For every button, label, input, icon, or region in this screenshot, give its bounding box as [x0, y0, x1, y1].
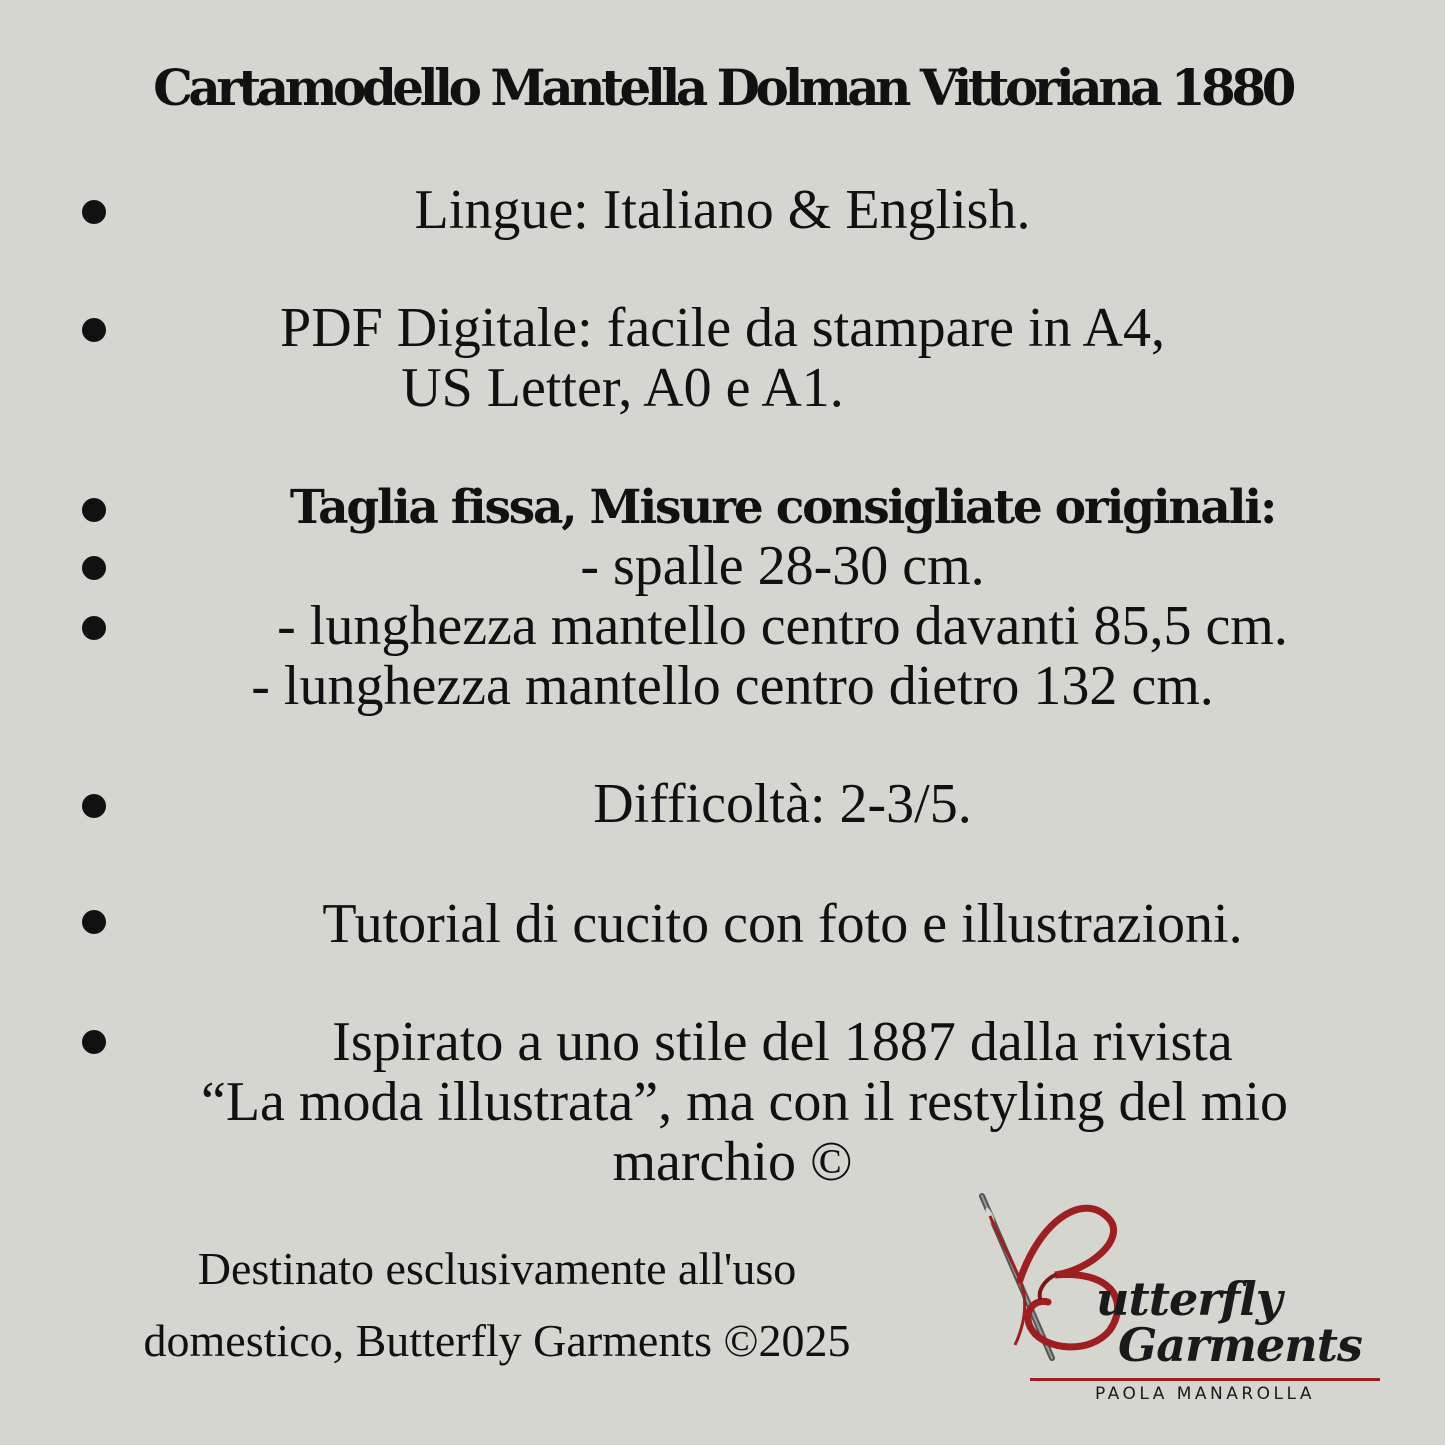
back-length-text: - lunghezza mantello centro dietro 132 cm.: [251, 655, 1214, 717]
front-length-text: - lunghezza mantello centro davanti 85,5 cm.: [277, 595, 1288, 657]
inspired-text-line3: marchio ©: [612, 1131, 853, 1193]
size-heading: Taglia fissa, Misure consigliate originali:: [289, 480, 1276, 535]
logo-divider: [1030, 1378, 1380, 1381]
difficulty-text: Difficoltà: 2-3/5.: [593, 773, 972, 835]
logo-word-garments: Garments: [1118, 1318, 1362, 1372]
inspired-text-line1: Ispirato a uno stile del 1887 dalla rivista: [332, 1011, 1233, 1073]
languages-text: Lingue: Italiano & English.: [414, 179, 1031, 241]
pdf-text-line2: US Letter, A0 e A1.: [401, 357, 844, 419]
logo-word-butterfly: utterfly: [1096, 1272, 1282, 1326]
tutorial-text: Tutorial di cucito con foto e illustrazioni.: [322, 893, 1243, 955]
usage-note-line2: domestico, Butterfly Garments ©2025: [143, 1315, 851, 1366]
usage-note-line1: Destinato esclusivamente all'uso: [197, 1243, 797, 1294]
pdf-text-line1: PDF Digitale: facile da stampare in A4,: [280, 297, 1165, 359]
shoulders-text: - spalle 28-30 cm.: [580, 535, 985, 597]
logo-subtitle: PAOLA MANAROLLA: [1094, 1384, 1316, 1404]
page-title: Cartamodello Mantella Dolman Vittoriana 1880: [153, 58, 1292, 117]
inspired-text-line2: “La moda illustrata”, ma con il restyling del mio: [200, 1071, 1289, 1133]
brand-logo: [960, 1180, 1400, 1404]
